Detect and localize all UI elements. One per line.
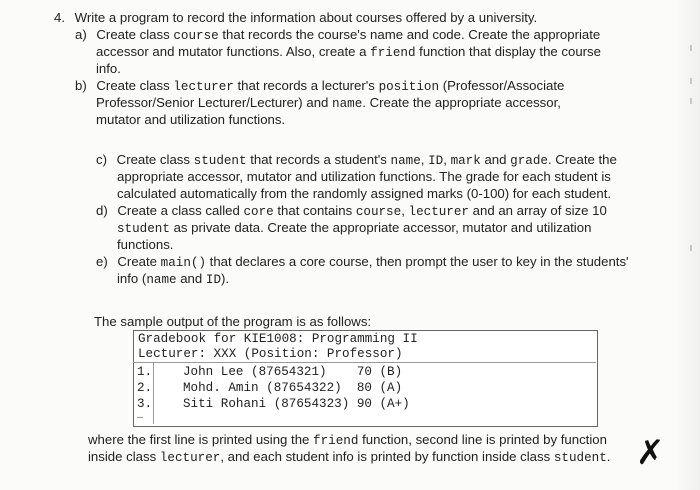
text: accessor and mutator functions. Also, create a xyxy=(96,44,371,59)
part-b-line-3: mutator and utilization functions. xyxy=(96,112,286,127)
code-grade: grade xyxy=(510,154,548,168)
output-column-separator xyxy=(153,362,154,424)
text: and an array of size 10 xyxy=(468,203,607,218)
text: inside class xyxy=(88,449,160,464)
code-lecturer: lecturer xyxy=(159,451,221,465)
margin-tick xyxy=(690,78,692,84)
code-name: name xyxy=(146,273,177,287)
text: that records a lecturer's xyxy=(233,78,379,93)
part-c-line-2: appropriate accessor, mutator and utilization functions. The grade for each student is xyxy=(117,169,611,184)
text: as private data. Create the appropriate accessor, mutator and utilization xyxy=(169,220,592,235)
text: Create class xyxy=(116,152,194,167)
margin-tick xyxy=(690,245,692,251)
text: info ( xyxy=(117,271,147,286)
code-student: student xyxy=(193,154,247,168)
output-row-num: 2. xyxy=(137,381,153,395)
text: Create class xyxy=(96,27,174,42)
part-a-line-3: info. xyxy=(96,61,121,76)
code-id: ID xyxy=(428,154,444,168)
code-name: name xyxy=(390,154,421,168)
text: that declares a core course, then prompt the user to key in the students' xyxy=(206,254,629,269)
text: and xyxy=(176,271,206,286)
text: (Professor/Associate xyxy=(439,78,565,93)
code-friend: friend xyxy=(313,434,359,448)
text: that records a student's xyxy=(246,152,391,167)
text: . xyxy=(606,449,611,464)
text: that contains xyxy=(273,203,356,218)
text: , xyxy=(420,152,429,167)
part-d-label: d) xyxy=(96,203,108,218)
text: . Create the xyxy=(547,152,617,167)
code-position: position xyxy=(378,80,440,94)
text: that records the course's name and code. Create the appropriate xyxy=(218,27,601,42)
text: function that display the course xyxy=(415,44,601,59)
code-friend: friend xyxy=(370,46,416,60)
text: , xyxy=(443,152,451,167)
text: where the first line is printed using the xyxy=(88,432,314,447)
margin-tick xyxy=(690,98,692,104)
part-e-label: e) xyxy=(96,254,108,269)
part-d-line-3: functions. xyxy=(117,237,174,252)
code-core: core xyxy=(243,205,274,219)
code-course: course xyxy=(173,29,219,43)
part-a-label: a) xyxy=(75,27,87,42)
text: ). xyxy=(221,271,230,286)
output-ellipsis: … xyxy=(137,411,144,422)
output-row-student: Siti Rohani (87654323) 90 (A+) xyxy=(183,397,410,411)
handwritten-cross-mark: ✗ xyxy=(636,433,665,473)
text: . Create the appropriate accessor, xyxy=(362,95,561,110)
code-student: student xyxy=(553,451,607,465)
code-course: course xyxy=(355,205,402,219)
text: Professor/Senior Lecturer/Lecturer) and xyxy=(96,95,333,110)
code-lecturer: lecturer xyxy=(408,205,469,219)
output-line-lecturer: Lecturer: XXX (Position: Professor) xyxy=(138,347,403,361)
text: Create xyxy=(117,254,161,269)
output-row-student: John Lee (87654321) 70 (B) xyxy=(183,365,403,379)
part-d-line-2 xyxy=(117,219,591,238)
part-b-label: b) xyxy=(75,78,87,93)
part-e-line-2 xyxy=(117,270,229,289)
text: , and each student info is printed by function inside class xyxy=(220,449,554,464)
text: and xyxy=(480,152,511,167)
part-a-line-2 xyxy=(96,43,601,62)
text: Create a class called xyxy=(117,203,244,218)
output-row-num: 3. xyxy=(137,397,153,411)
question-title: Write a program to record the information about courses offered by a university. xyxy=(74,10,538,25)
margin-tick xyxy=(690,45,692,51)
code-mark: mark xyxy=(450,154,481,168)
question-number: 4. xyxy=(54,10,65,25)
page-edge-shadow xyxy=(674,0,700,490)
code-id: ID xyxy=(205,273,222,287)
part-c-label: c) xyxy=(96,152,107,167)
code-name: name xyxy=(332,97,363,111)
code-student: student xyxy=(117,222,170,236)
part-c-line-3: calculated automatically from the randomly assigned marks (0-100) for each student. xyxy=(117,186,612,201)
output-row-student: Mohd. Amin (87654322) 80 (A) xyxy=(183,381,403,395)
output-line-gradebook: Gradebook for KIE1008: Programming II xyxy=(138,332,418,346)
output-row-num: 1. xyxy=(137,365,153,379)
text: function, second line is printed by function xyxy=(358,432,607,447)
text: , xyxy=(401,203,409,218)
sample-intro: The sample output of the program is as follows: xyxy=(94,314,372,329)
question-header xyxy=(54,9,537,26)
footnote-line-2 xyxy=(88,448,610,467)
text: Create class xyxy=(96,78,174,93)
code-lecturer: lecturer xyxy=(173,80,234,94)
code-main: main() xyxy=(160,256,207,270)
